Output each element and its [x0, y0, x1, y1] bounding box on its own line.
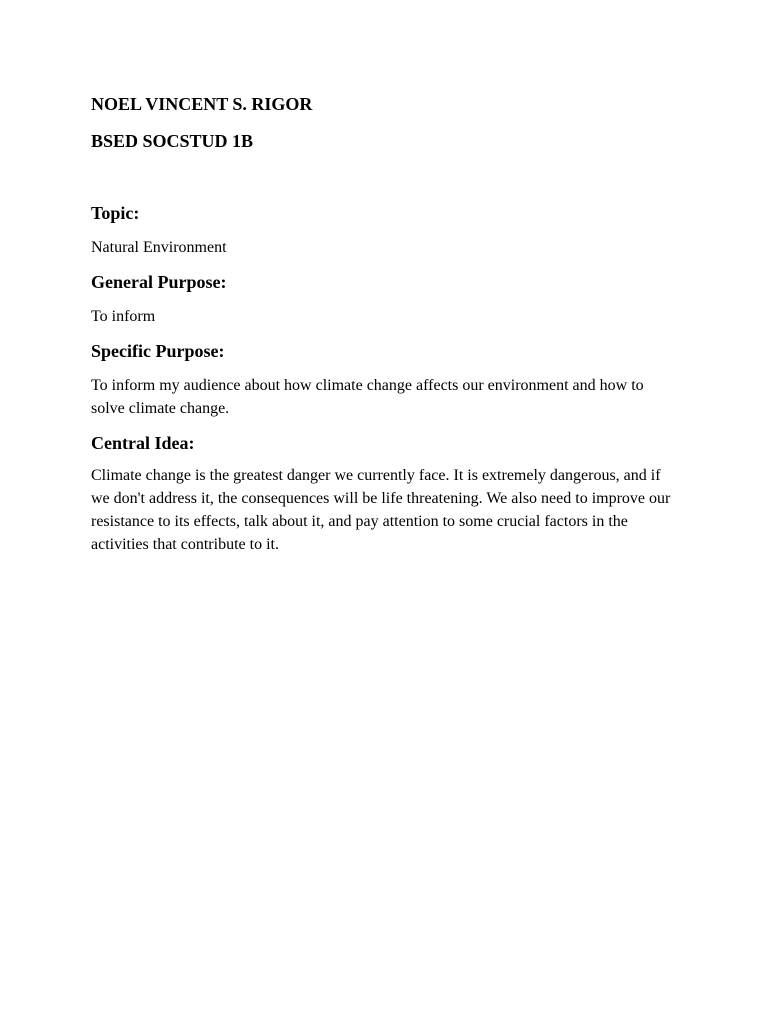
- central-idea-text: Climate change is the greatest danger we currently face. It is extremely dangerous, and if we don't address it, the consequences will be life threatening. We also need to improve our resistance to its effects, talk about it, and pay attention to some crucial factors in the activities that contribute to it.: [91, 467, 671, 553]
- topic-text: Natural Environment: [91, 239, 227, 256]
- specific-purpose-heading: Specific Purpose:: [91, 341, 225, 361]
- specific-purpose-text: To inform my audience about how climate change affects our environment and how to solve climate change.: [91, 377, 644, 417]
- general-purpose-heading: General Purpose:: [91, 272, 227, 292]
- author-course: BSED SOCSTUD 1B: [91, 131, 254, 151]
- topic-heading: Topic:: [91, 203, 140, 223]
- author-name: NOEL VINCENT S. RIGOR: [91, 94, 313, 114]
- central-idea-heading: Central Idea:: [91, 433, 195, 453]
- general-purpose-text: To inform: [91, 308, 156, 325]
